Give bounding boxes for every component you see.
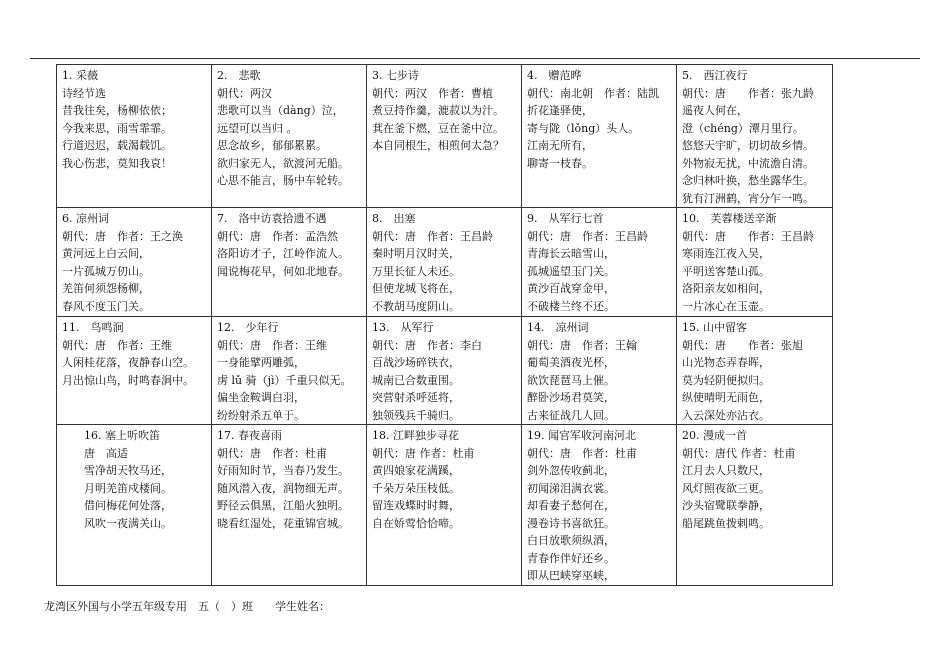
poem-line: 悠悠天宇旷，切切故乡情。 bbox=[682, 139, 814, 152]
poem-cell bbox=[367, 425, 522, 586]
poem-line: 青海长云暗雪山， bbox=[527, 247, 615, 260]
poem-line: 晓看红湿处，花重锦官城。 bbox=[217, 516, 349, 530]
poem-line: 风灯照夜欲三更。 bbox=[682, 481, 770, 495]
poem-line: 雪净胡天牧马还， bbox=[62, 464, 172, 477]
poem-line: 月出惊山鸟，时鸣春涧中。 bbox=[62, 373, 194, 387]
poem-cell bbox=[522, 208, 677, 317]
poem-line: 青春作伴好还乡。 bbox=[527, 551, 615, 565]
poem-cell bbox=[212, 317, 367, 425]
poem-cell bbox=[57, 425, 212, 586]
poem-line: 朝代：唐 作者：王昌龄 bbox=[682, 229, 814, 243]
poem-line: 却看妻子愁何在， bbox=[527, 499, 615, 512]
poem-line: 葡萄美酒夜光杯， bbox=[527, 356, 615, 369]
poem-line: 平明送客楚山孤。 bbox=[682, 264, 770, 278]
poem-line: 朝代：唐 作者：王维 bbox=[62, 338, 172, 352]
poem-line: 但使龙城飞将在， bbox=[372, 282, 460, 295]
poem-line: 思念故乡，郁郁累累。 bbox=[217, 139, 327, 152]
poem-line: 即从巴峡穿巫峡， bbox=[527, 569, 615, 582]
poem-line: 朝代：唐代 作者：杜甫 bbox=[682, 446, 796, 460]
poem-line: 寒雨连江夜入吴， bbox=[682, 247, 770, 260]
poem-line: 欲饮琵琶马上催。 bbox=[527, 373, 615, 387]
poem-line: 孤城遥望玉门关。 bbox=[527, 264, 615, 278]
poem-line: 醉卧沙场君莫笑， bbox=[527, 391, 615, 404]
poem-cell bbox=[367, 208, 522, 317]
poem-line: 朝代：唐 作者：张九龄 bbox=[682, 86, 814, 100]
poem-line: 纵使晴明无雨色， bbox=[682, 391, 770, 404]
poem-cell bbox=[677, 65, 833, 208]
poem-cell bbox=[367, 65, 522, 208]
poem-line: 朝代：唐 作者：杜甫 bbox=[527, 446, 637, 460]
poem-title: 8. 出塞 bbox=[372, 212, 416, 225]
poem-line: 远望可以当归 。 bbox=[217, 121, 298, 135]
poem-line: 初闻涕泪满衣裳。 bbox=[527, 481, 615, 495]
poem-line: 澄（chéng）潭月里行。 bbox=[682, 121, 804, 135]
poem-line: 羌笛何须怨杨柳， bbox=[62, 282, 150, 295]
poem-line: 朝代：唐 作者：王维 bbox=[217, 338, 327, 352]
poem-cell bbox=[212, 65, 367, 208]
poem-line: 漫卷诗书喜欲狂。 bbox=[527, 516, 615, 530]
poem-title: 1. 采薇 bbox=[62, 69, 98, 82]
poem-title: 20. 漫成一首 bbox=[682, 429, 747, 442]
poem-line: 黄四娘家花满蹊， bbox=[372, 464, 460, 477]
poem-cell bbox=[57, 208, 212, 317]
poem-line: 唐 高适 bbox=[62, 446, 128, 460]
poem-title: 4. 赠范晔 bbox=[527, 69, 582, 82]
poem-line: 独领残兵千骑归。 bbox=[372, 408, 460, 422]
poem-line: 洛阳访才子，江岭作流人。 bbox=[217, 247, 349, 260]
poem-line: 借问梅花何处落， bbox=[62, 499, 172, 512]
poem-line: 万里长征人未还。 bbox=[372, 264, 460, 278]
poem-line: 朝代：唐 作者：王昌龄 bbox=[372, 229, 493, 243]
poem-line: 闻说梅花早，何如北地春。 bbox=[217, 264, 349, 278]
poem-line: 朝代：唐 作者：孟浩然 bbox=[217, 229, 338, 243]
poem-line: 留连戏蝶时时舞， bbox=[372, 499, 460, 512]
poem-line: 入云深处亦沾衣。 bbox=[682, 408, 770, 422]
poem-line: 沙头宿鹭联拳静， bbox=[682, 499, 770, 512]
poem-line: 聊寄一枝春。 bbox=[527, 156, 593, 170]
poem-cell bbox=[522, 65, 677, 208]
poem-title: 15. 山中留客 bbox=[682, 321, 747, 334]
poem-title: 5. 西江夜行 bbox=[682, 69, 748, 82]
poem-line: 本自同根生，相煎何太急？ bbox=[372, 139, 504, 152]
poem-title: 17. 春夜喜雨 bbox=[217, 429, 282, 442]
poem-line: 风吹一夜满关山。 bbox=[62, 516, 172, 530]
poem-cell bbox=[57, 65, 212, 208]
poem-cell bbox=[367, 317, 522, 425]
poem-title: 14. 凉州词 bbox=[527, 321, 589, 334]
poem-line: 不教胡马度阴山。 bbox=[372, 299, 460, 313]
poem-line: 黄河远上白云间， bbox=[62, 247, 150, 260]
poem-cell bbox=[212, 208, 367, 317]
poem-line: 船尾跳鱼拨剌鸣。 bbox=[682, 516, 770, 530]
poem-line: 行道迟迟，载渴载饥。 bbox=[62, 139, 172, 152]
poem-title: 10. 芙蓉楼送辛渐 bbox=[682, 212, 777, 225]
poem-title: 2. 悲歌 bbox=[217, 69, 261, 82]
poem-line: 悲歌可以当（dàng）泣， bbox=[217, 104, 344, 117]
poem-row bbox=[57, 65, 833, 208]
poem-line: 洛阳亲友如相问， bbox=[682, 282, 770, 295]
poem-line: 念归林叶换，愁坐露华生。 bbox=[682, 174, 814, 187]
poem-line: 江南无所有， bbox=[527, 139, 593, 152]
poem-cell bbox=[57, 317, 212, 425]
poem-title: 16. 塞上听吹笛 bbox=[62, 429, 160, 442]
poem-line: 突营射杀呼延将， bbox=[372, 391, 460, 404]
poem-line: 我心伤悲，莫知我哀！ bbox=[62, 156, 172, 170]
poem-line: 人闲桂花落，夜静春山空。 bbox=[62, 356, 194, 369]
poem-line: 不破楼兰终不还。 bbox=[527, 299, 615, 313]
poem-line: 煮豆持作羹，漉菽以为汁。 bbox=[372, 104, 504, 117]
poem-line: 偏坐金鞍调白羽， bbox=[217, 391, 305, 404]
poem-line: 犹有汀洲鹤，宵分乍一鸣。 bbox=[682, 191, 814, 205]
poem-cell bbox=[212, 425, 367, 586]
poem-line: 白日放歌须纵酒， bbox=[527, 534, 615, 547]
poem-line: 纷纷射杀五单于。 bbox=[217, 408, 305, 422]
poem-line: 心思不能言，肠中车轮转。 bbox=[217, 174, 349, 187]
poem-line: 朝代：唐 作者：王之涣 bbox=[62, 229, 183, 243]
poem-line: 外物寂无扰，中流澹自清。 bbox=[682, 156, 814, 170]
poem-line: 剑外忽传收蓟北， bbox=[527, 464, 615, 477]
poem-line: 朝代：唐 作者：张旭 bbox=[682, 338, 803, 352]
poem-title: 6. 凉州词 bbox=[62, 212, 109, 225]
poem-table bbox=[56, 64, 833, 586]
poem-line: 野径云俱黑，江船火独明。 bbox=[217, 499, 349, 512]
poem-line: 自在娇莺恰恰啼。 bbox=[372, 516, 460, 530]
poem-line: 萁在釜下燃，豆在釜中泣。 bbox=[372, 121, 504, 135]
poem-cell bbox=[677, 317, 833, 425]
poem-line: 好雨知时节，当春乃发生。 bbox=[217, 464, 349, 477]
poem-cell bbox=[522, 317, 677, 425]
poem-line: 寄与陇（lǒng）头人。 bbox=[527, 121, 640, 135]
poem-title: 7. 洛中访袁拾遗不遇 bbox=[217, 212, 327, 225]
poem-line: 一片冰心在玉壶。 bbox=[682, 299, 770, 313]
poem-line: 朝代：南北朝 作者：陆凯 bbox=[527, 86, 659, 100]
poem-line: 昔我往矣，杨柳依依； bbox=[62, 104, 172, 117]
poem-line: 千朵万朵压枝低。 bbox=[372, 481, 460, 495]
poem-line: 今我来思，雨雪霏霏。 bbox=[62, 121, 172, 135]
poem-line: 一身能擘两雕弧， bbox=[217, 356, 305, 369]
poem-title: 9. 从军行七首 bbox=[527, 212, 604, 225]
poem-line: 朝代：唐 作者：李白 bbox=[372, 338, 482, 352]
poem-line: 黄沙百战穿金甲， bbox=[527, 282, 615, 295]
poem-cell bbox=[677, 208, 833, 317]
footer-class-line: 龙湾区外国与小学五年级专用 五（ ）班 学生姓名： bbox=[44, 600, 330, 613]
poem-cell bbox=[677, 425, 833, 586]
poem-line: 秦时明月汉时关， bbox=[372, 247, 460, 260]
poem-line: 朝代：唐 作者：王翰 bbox=[527, 338, 637, 352]
poem-line: 朝代：两汉 作者：曹植 bbox=[372, 86, 493, 100]
poem-line: 朝代：两汉 bbox=[217, 86, 272, 100]
poem-row bbox=[57, 317, 833, 425]
poem-line: 城南已合数重围。 bbox=[372, 373, 460, 387]
poem-line: 诗经节选 bbox=[62, 86, 106, 100]
poem-line: 百战沙场碎铁衣， bbox=[372, 356, 460, 369]
poem-line: 朝代：唐 作者：杜甫 bbox=[372, 446, 475, 460]
poem-line: 朝代：唐 作者：王昌龄 bbox=[527, 229, 648, 243]
poem-row bbox=[57, 208, 833, 317]
poem-title: 3. 七步诗 bbox=[372, 69, 419, 82]
poem-line: 一片孤城万仞山。 bbox=[62, 264, 150, 278]
poem-line: 莫为轻阴便拟归。 bbox=[682, 373, 770, 387]
poem-line: 月明羌笛戍楼间。 bbox=[62, 481, 172, 495]
poem-title: 18. 江畔独步寻花 bbox=[372, 429, 459, 442]
poem-line: 春风不度玉门关。 bbox=[62, 299, 150, 313]
header-rule bbox=[30, 58, 920, 59]
poem-title: 12. 少年行 bbox=[217, 321, 279, 334]
poem-row bbox=[57, 425, 833, 586]
poem-line: 古来征战几人回。 bbox=[527, 408, 615, 422]
poem-cell bbox=[522, 425, 677, 586]
poem-title: 11. 鸟鸣涧 bbox=[62, 321, 124, 334]
poem-line: 欲归家无人，欲渡河无船。 bbox=[217, 156, 349, 170]
poem-title: 13. 从军行 bbox=[372, 321, 434, 334]
poem-line: 江月去人只数尺， bbox=[682, 464, 770, 477]
poem-line: 山光物态弄春晖， bbox=[682, 356, 770, 369]
poem-line: 虏 lǔ 骑（jì）千重只似无。 bbox=[217, 373, 352, 387]
poem-line: 遥夜人何在， bbox=[682, 104, 748, 117]
poem-title: 19. 闻官军收河南河北 bbox=[527, 429, 636, 442]
poem-line: 朝代：唐 作者：杜甫 bbox=[217, 446, 327, 460]
poem-line: 折花逢驿使， bbox=[527, 104, 593, 117]
poem-line: 随风潜入夜，润物细无声。 bbox=[217, 481, 349, 495]
